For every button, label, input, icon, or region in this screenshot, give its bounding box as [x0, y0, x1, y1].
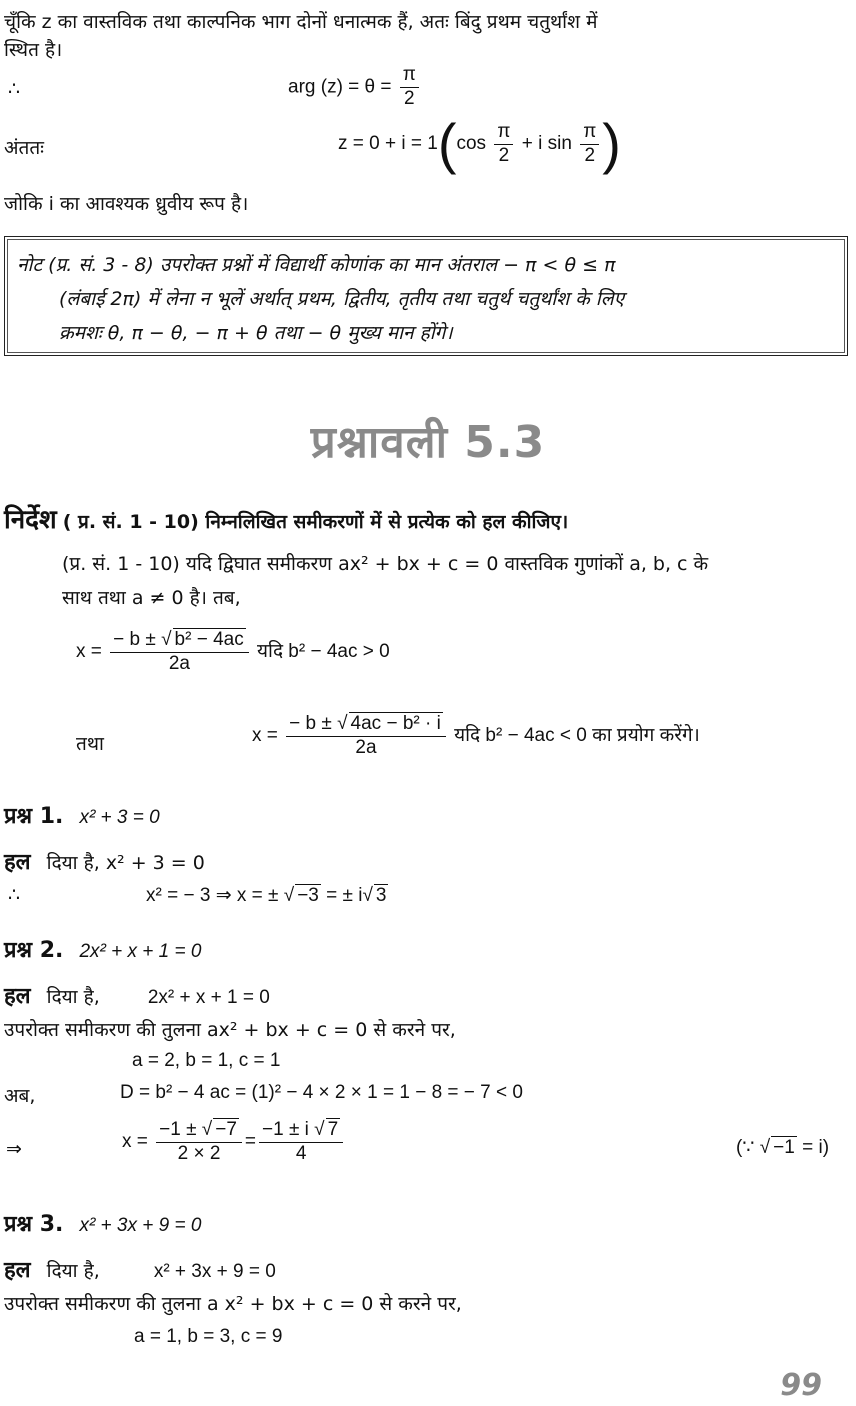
left-paren: ( — [437, 112, 457, 175]
note-box — [4, 236, 848, 356]
q1-step: x² = − 3 ⇒ x = ± √ −3 = ± i√ 3 — [146, 885, 387, 906]
q2-roots: x = $\frac{-1 \pm √ -7}{2 \times 2}$ = $\frac{-1 \pm i √ 7}{4}$ — [122, 1118, 346, 1166]
frac-den: 2 — [498, 144, 510, 166]
frac-den: 2a — [168, 652, 190, 674]
question-equation: x² + 3x + 9 = 0 — [79, 1215, 202, 1236]
note-line-3: क्रमशः θ, π − θ, − π + θ तथा − θ मुख्य मान होंगे। — [59, 322, 453, 344]
note-line-2: (लंबाई 2π) में लेना न भूलें अर्थात् प्रथम, द्वितीय, तृतीय तथा चतुर्थ चतुर्थांश के लिए — [59, 288, 625, 310]
frac-num: − b ± √ b² − 4ac — [110, 628, 249, 653]
question-equation: x² + 3 = 0 — [79, 807, 160, 828]
formula-condition: यदि b² − 4ac > 0 — [257, 640, 390, 662]
q2-compare: उपरोक्त समीकरण की तुलना ax² + bx + c = 0 से करने पर, — [4, 1019, 456, 1041]
question-label: प्रश्न 2. — [4, 938, 64, 963]
q3-coefficients: a = 1, b = 3, c = 9 — [134, 1326, 283, 1347]
formula-lhs: x = — [76, 640, 102, 662]
q2-discriminant: D = b² − 4 ac = (1)² − 4 × 2 × 1 = 1 − 8 = − 7 < 0 — [120, 1082, 523, 1103]
num-prefix: −1 ± — [159, 1119, 197, 1140]
frac-num: − b ± √ 4ac − b² · i — [286, 712, 446, 737]
polar-note: जोकि i का आवश्यक ध्रुवीय रूप है। — [4, 193, 249, 215]
radicand: −3 — [297, 885, 319, 906]
question-2 — [4, 934, 201, 964]
radicand: −1 — [773, 1137, 795, 1158]
cos-frac — [494, 121, 513, 168]
question-3 — [4, 1208, 201, 1238]
antatah-label: अंततः — [4, 137, 45, 159]
q1-solution-given — [4, 846, 205, 876]
exercise-heading: प्रश्नावली 5.3 — [310, 417, 546, 468]
step-prefix: x² = − 3 ⇒ x = ± — [146, 885, 279, 906]
given-label: दिया है, — [46, 986, 100, 1008]
radicand: −7 — [215, 1119, 237, 1140]
frac-den: 2 — [404, 87, 415, 109]
frac-num: π — [494, 121, 513, 145]
intro-line-2: स्थित है। — [4, 39, 63, 61]
frac-den: 2a — [355, 736, 377, 758]
arg-lhs: arg (z) = θ = — [288, 76, 392, 98]
implies-symbol: ⇒ — [6, 1138, 22, 1160]
given-label: दिया है, — [46, 1260, 100, 1282]
frac-den: 4 — [295, 1142, 307, 1164]
question-label: प्रश्न 3. — [4, 1212, 64, 1237]
frac-num: −1 ± i √ 7 — [259, 1118, 343, 1143]
pi-over-2 — [400, 64, 419, 111]
frac-den: 2 × 2 — [177, 1142, 221, 1164]
instructions-line-1: (प्र. सं. 1 - 10) यदि द्विघात समीकरण ax² + bx + c = 0 वास्तविक गुणांकों a, b, c के — [62, 553, 709, 575]
q2-side-note: (∵ √ −1 = i) — [736, 1137, 830, 1158]
therefore-symbol: ∴ — [8, 884, 21, 906]
z-expr: z = 0 + i = 1 — [338, 133, 438, 155]
instructions-line — [4, 500, 568, 536]
formula-fraction — [286, 712, 446, 760]
q3-compare: उपरोक्त समीकरण की तुलना a x² + bx + c = 0 से करने पर, — [4, 1293, 462, 1315]
tatha-label: तथा — [76, 733, 104, 755]
instructions-line-2: साथ तथा a ≠ 0 है। तब, — [62, 587, 241, 609]
frac-num: π — [580, 121, 599, 145]
question-equation: 2x² + x + 1 = 0 — [79, 941, 202, 962]
q2-solution-given — [4, 980, 270, 1010]
nirdesh-label: निर्देश — [4, 505, 57, 535]
formula-complex-roots — [252, 712, 700, 760]
num-prefix: −1 ± i — [262, 1119, 309, 1140]
hal-label: हल — [4, 984, 31, 1009]
formula-condition: यदि b² − 4ac < 0 का प्रयोग करेंगे। — [454, 724, 700, 746]
num-prefix: − b ± — [289, 713, 332, 734]
plus-i-sin: + i sin — [521, 133, 572, 155]
given-equation: 2x² + x + 1 = 0 — [147, 987, 270, 1008]
formula-real-roots — [76, 628, 390, 676]
given-text: दिया है, x² + 3 = 0 — [46, 852, 205, 874]
radicand: 3 — [375, 885, 387, 906]
q2-coefficients: a = 2, b = 1, c = 1 — [132, 1050, 281, 1071]
hal-label: हल — [4, 850, 31, 875]
cos-label: cos — [456, 133, 487, 155]
polar-equation — [338, 112, 621, 175]
radicand: 4ac − b² · i — [350, 713, 441, 734]
arg-equation — [288, 64, 422, 111]
num-prefix: − b ± — [113, 629, 156, 650]
question-1 — [4, 800, 160, 830]
radicand: 7 — [327, 1119, 339, 1140]
roots-fraction-1 — [156, 1118, 242, 1166]
q3-solution-given — [4, 1254, 276, 1284]
frac-num: −1 ± √ −7 — [156, 1118, 242, 1143]
note-line-1: नोट (प्र. सं. 3 - 8) उपरोक्त प्रश्नों में विद्यार्थी कोणांक का मान अंतराल − π < θ ≤ π — [17, 254, 616, 276]
step-mid: = ± i — [326, 885, 363, 906]
right-paren: ) — [602, 112, 621, 175]
question-label: प्रश्न 1. — [4, 804, 64, 829]
given-equation: x² + 3x + 9 = 0 — [153, 1261, 276, 1282]
side-suffix: = i) — [802, 1137, 830, 1158]
hal-label: हल — [4, 1258, 31, 1283]
therefore-symbol: ∴ — [8, 78, 21, 100]
sin-frac — [580, 121, 599, 168]
frac-num: π — [400, 64, 419, 88]
intro-line-1: चूँकि z का वास्तविक तथा काल्पनिक भाग दोनों धनात्मक हैं, अतः बिंदु प्रथम चतुर्थांश में — [4, 11, 598, 33]
radicand: b² − 4ac — [174, 629, 244, 650]
page-number: 99 — [780, 1368, 822, 1403]
formula-lhs: x = — [252, 724, 278, 746]
frac-den: 2 — [584, 144, 596, 166]
ab-label: अब, — [4, 1085, 36, 1107]
roots-fraction-2 — [259, 1118, 343, 1166]
roots-lhs: x = — [122, 1130, 148, 1152]
formula-fraction — [110, 628, 249, 676]
nirdesh-text: ( प्र. सं. 1 - 10) निम्नलिखित समीकरणों में से प्रत्येक को हल कीजिए। — [62, 511, 569, 533]
side-prefix: (∵ — [736, 1137, 755, 1158]
